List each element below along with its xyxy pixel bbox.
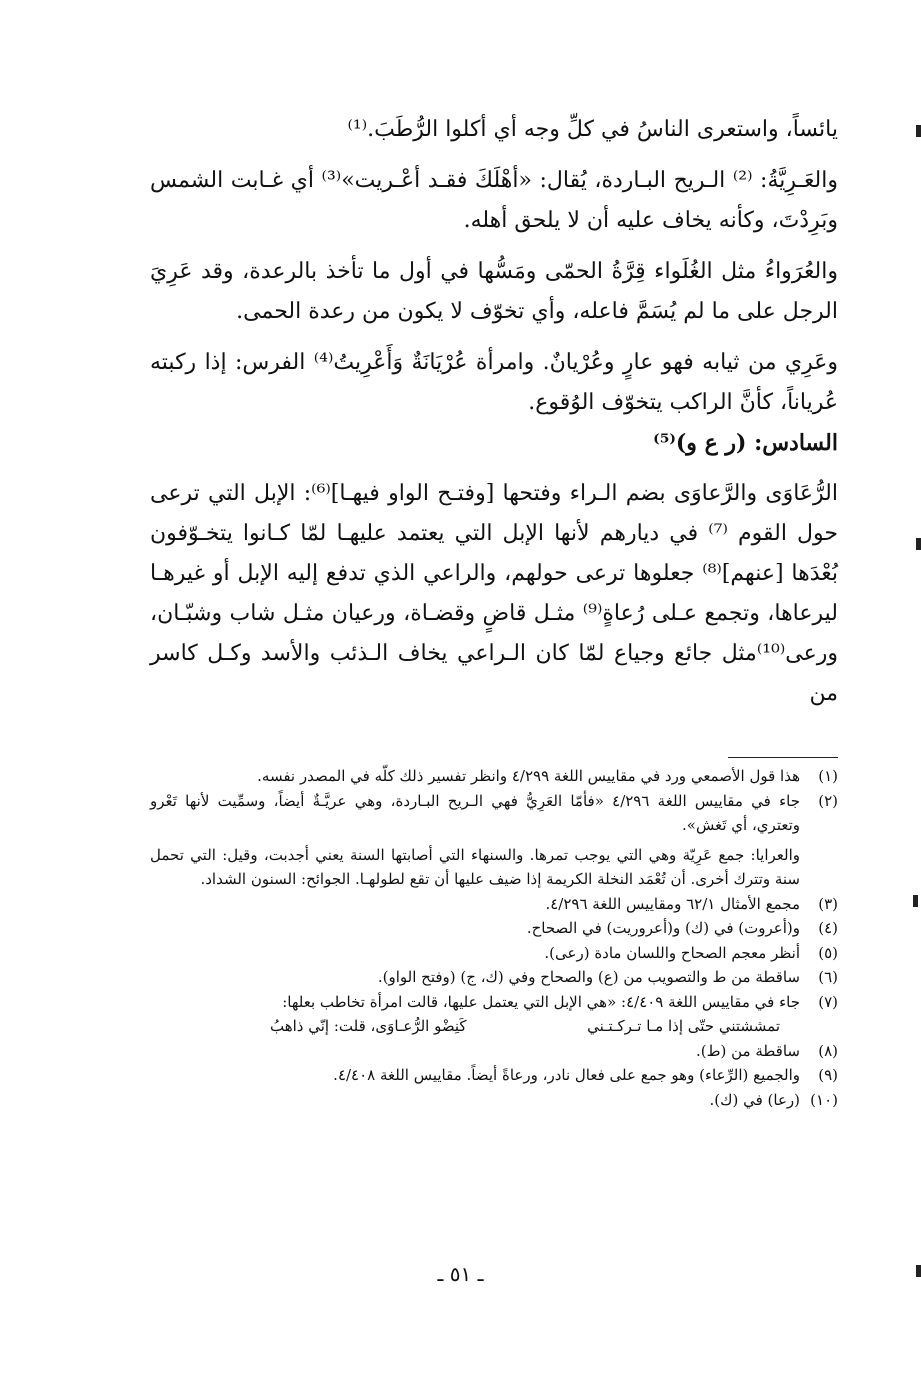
footnote-text: و(أعروت) في (ك) و(أعروريت) في الصحاح. bbox=[526, 919, 800, 937]
footnote bbox=[150, 1063, 838, 1088]
footnote-text: (رعا) في (ك). bbox=[709, 1090, 800, 1109]
footnote-number: (٩) bbox=[818, 1066, 838, 1084]
footnote-number: (٢) bbox=[818, 791, 838, 810]
scan-edge-mark bbox=[913, 895, 918, 907]
footnote-number: (٨) bbox=[818, 1041, 838, 1060]
footnote-number: (٥) bbox=[818, 943, 838, 962]
footnote-number: (٣) bbox=[818, 894, 838, 913]
footnote-text: والجميع (الرِّعاء) وهو جمع على فعال نادر، ورعاةً أيضاً. مقاييس اللغة ٤/٤٠٨. bbox=[333, 1066, 800, 1084]
footnote bbox=[150, 789, 838, 838]
footnote bbox=[150, 965, 838, 990]
footnote bbox=[150, 1088, 838, 1113]
body-paragraph: والعَـرِيَّةُ: ⁽²⁾ الـريح البـاردة، يُقال: «أهْلَكَ فقـد أعْـريت»⁽³⁾ أي غـابت الشمس وبَرِدْتَ، وكأنه يخاف عليه أن لا يلحق أهله. bbox=[150, 168, 838, 233]
footnote bbox=[150, 941, 838, 966]
footnote bbox=[150, 764, 838, 789]
footnote-text: أنظر معجم الصحاح واللسان مادة (رعى). bbox=[544, 943, 800, 962]
footnote-separator bbox=[728, 757, 838, 758]
footnote-text: هذا قول الأصمعي ورد في مقاييس اللغة ٤/٢٩٩ وانظر تفسير ذلك كلّه في المصدر نفسه. bbox=[257, 767, 800, 785]
poetry-verse bbox=[150, 1014, 838, 1039]
footnote bbox=[150, 1039, 838, 1064]
footnote-continuation: والعرايا: جمع عَرِيّة وهي التي يوجب تمرها. والسنهاء التي أصابتها السنة يعني أجدبت، وقيل: التي تحمل سنة وتترك أخرى. أن تُعْمَد النخلة الكريمة إذا ضيف عليها أن تقع لطولهـا. الجوائح: السنون الشداد. bbox=[150, 845, 800, 888]
scan-edge-mark bbox=[916, 1265, 921, 1277]
body-paragraph: وعَرِي من ثيابه فهو عارٍ وعُرْيانٌ. وامرأة عُرْيَانَةٌ وَأَعْرِيتُ⁽⁴⁾ الفرس: إذا ركبته عُرياناً، كأنَّ الراكب يتخوّف الوُقوع. bbox=[150, 350, 838, 415]
footnote-number: (٧) bbox=[818, 992, 838, 1011]
footnote bbox=[150, 892, 838, 917]
footnote-text: مجمع الأمثال ٦٢/١ ومقاييس اللغة ٤/٢٩٦. bbox=[545, 894, 800, 913]
footnotes bbox=[150, 764, 838, 1112]
body-paragraph: والعُرَواءُ مثل الغُلَواء قِرَّةُ الحمّى ومَسُّها في أول ما تأخذ بالرعدة، وقد عَرِيَ الرجل على ما لم يُسَمَّ فاعله، وأي تخوّف لا يكون من رعدة الحمى. bbox=[150, 259, 838, 324]
footnote-text: جاء في مقاييس اللغة ٤/٢٩٦ «فأمّا العَرِيُّ فهي الـريح البـاردة، وهي عريَّـةٌ أيضاً، وسمِّيت لأنها تَعْرو وتعتري، أي تَغش». bbox=[150, 791, 800, 834]
scan-edge-mark bbox=[916, 538, 921, 550]
footnote-text: ساقطة من (ط). bbox=[696, 1041, 800, 1060]
section-heading: السادس: (ر ع و)⁽⁵⁾ bbox=[653, 430, 838, 456]
verse-second-hemistich: كَنِضْو الرُّعـاوَى، قلت: إنّي ذاهبُ bbox=[270, 1017, 467, 1035]
footnote-number: (٦) bbox=[818, 968, 838, 986]
footnote-text: ساقطة من ط والتصويب من (ع) والصحاح وفي (ك، ج) (وفتح الواو). bbox=[377, 968, 800, 986]
page-number: ـ ٥١ ـ bbox=[437, 1262, 484, 1286]
footnote-number: (١٠) bbox=[810, 1090, 838, 1109]
footnote-number: (١) bbox=[818, 767, 838, 785]
footnote bbox=[150, 990, 838, 1015]
verse-first-hemistich: تمششتني حتّى إذا مـا تـركـتـني bbox=[587, 1017, 780, 1035]
footnote bbox=[150, 916, 838, 941]
body-paragraph: يائساً، واستعرى الناسُ في كلِّ وجه أي أكلوا الرُّطَبَ.⁽¹⁾ bbox=[347, 117, 838, 142]
main-text bbox=[150, 110, 838, 714]
footnote-text: جاء في مقاييس اللغة ٤/٤٠٩: «هي الإبل التي يعتمل عليها، قالت امرأة تخاطب بعلها: bbox=[282, 992, 800, 1011]
footnote-number: (٤) bbox=[818, 919, 838, 937]
body-paragraph: الرُّعَاوَى والرَّعاوَى بضم الـراء وفتحها [وفتـح الواو فيهـا]⁽⁶⁾: الإبل التي ترعى حول القوم ⁽⁷⁾ في ديارهم لأنها الإبل التي يعتمد عليهـا لمّا كـانوا يتخـوّفون بُعْدَها [عنهم]⁽⁸⁾ جعلوها ترعى حولهم، والراعي الذي تدفع إليه الإبل أو غيرهـا ليرعاها، وتجمع عـلى رُعاةٍ⁽⁹⁾ مثـل قاضٍ وقضـاة، ورعيان مثـل شاب وشبّـان، ورعى⁽¹⁰⁾مثل جائع وجياع لمّا كان الـراعي يخاف الـذئب والأسد وكـل كاسر من bbox=[150, 481, 838, 706]
scan-edge-mark bbox=[916, 125, 921, 137]
